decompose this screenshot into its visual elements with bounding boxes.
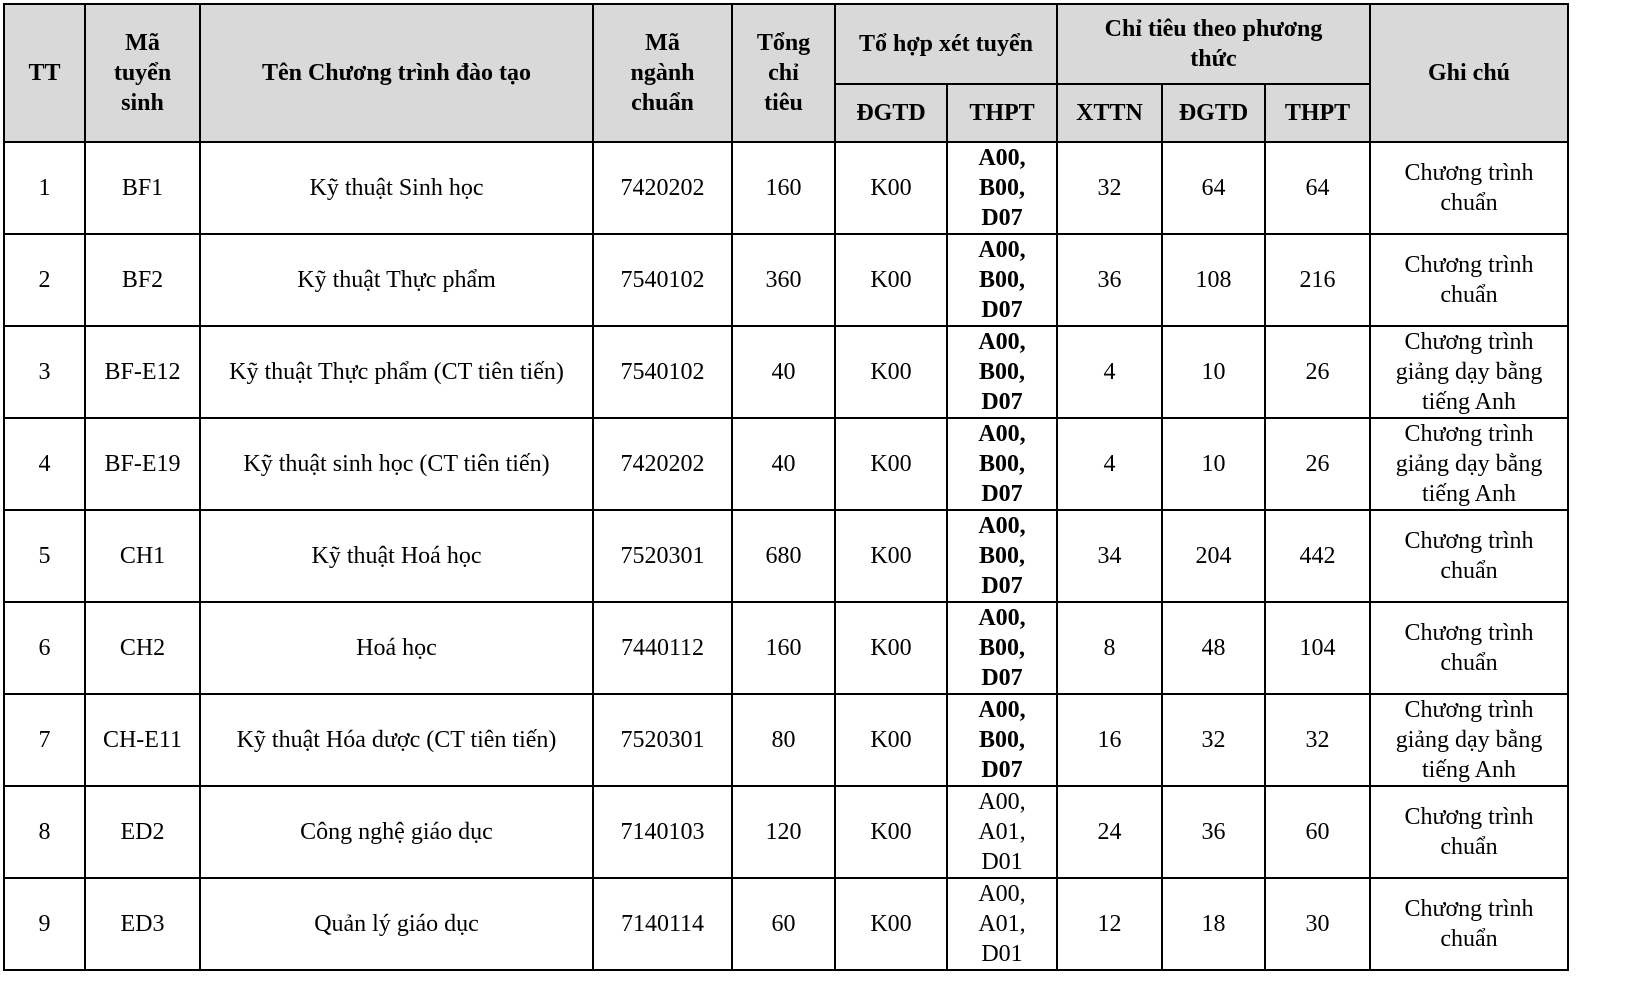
cell-ct-thpt: 32: [1265, 694, 1370, 786]
header-ma-nganh: Mã ngành chuẩn: [593, 4, 732, 142]
cell-ct-xttn: 12: [1057, 878, 1162, 970]
table-body: [4, 142, 1568, 970]
admission-quota-table: [3, 3, 1569, 971]
cell-ten-chuong-trinh: Kỹ thuật Thực phẩm: [200, 234, 593, 326]
cell-to-hop-dgtd: K00: [835, 234, 947, 326]
cell-ten-chuong-trinh: Công nghệ giáo dục: [200, 786, 593, 878]
header-tt: TT: [4, 4, 85, 142]
cell-tong-chi-tieu: 160: [732, 142, 835, 234]
header-ct-dgtd: ĐGTD: [1162, 84, 1265, 142]
cell-ma-tuyen-sinh: CH-E11: [85, 694, 200, 786]
cell-tong-chi-tieu: 160: [732, 602, 835, 694]
cell-ct-thpt: 64: [1265, 142, 1370, 234]
header-to-hop: Tổ hợp xét tuyển: [835, 4, 1057, 84]
cell-ten-chuong-trinh: Kỹ thuật Hóa dược (CT tiên tiến): [200, 694, 593, 786]
cell-tong-chi-tieu: 680: [732, 510, 835, 602]
cell-ct-thpt: 30: [1265, 878, 1370, 970]
cell-ma-nganh: 7440112: [593, 602, 732, 694]
cell-tong-chi-tieu: 40: [732, 326, 835, 418]
cell-ct-xttn: 4: [1057, 418, 1162, 510]
cell-to-hop-dgtd: K00: [835, 602, 947, 694]
cell-tt: 2: [4, 234, 85, 326]
header-ct-xttn: XTTN: [1057, 84, 1162, 142]
cell-tong-chi-tieu: 120: [732, 786, 835, 878]
cell-tt: 8: [4, 786, 85, 878]
cell-ghi-chu: Chương trình chuẩn: [1370, 786, 1568, 878]
cell-to-hop-thpt: A00, B00, D07: [947, 418, 1057, 510]
cell-ct-dgtd: 32: [1162, 694, 1265, 786]
cell-to-hop-dgtd: K00: [835, 694, 947, 786]
cell-ct-dgtd: 64: [1162, 142, 1265, 234]
cell-ct-xttn: 8: [1057, 602, 1162, 694]
table-row: [4, 418, 1568, 510]
cell-tong-chi-tieu: 360: [732, 234, 835, 326]
table-row: [4, 234, 1568, 326]
cell-ct-xttn: 24: [1057, 786, 1162, 878]
cell-to-hop-dgtd: K00: [835, 510, 947, 602]
cell-tt: 7: [4, 694, 85, 786]
cell-to-hop-thpt: A00, B00, D07: [947, 326, 1057, 418]
cell-ghi-chu: Chương trình chuẩn: [1370, 234, 1568, 326]
header-chi-tieu-phuong-thuc: Chỉ tiêu theo phương thức: [1057, 4, 1370, 84]
cell-ct-dgtd: 204: [1162, 510, 1265, 602]
header-to-hop-thpt: THPT: [947, 84, 1057, 142]
header-ghi-chu: Ghi chú: [1370, 4, 1568, 142]
table-header: [4, 4, 1568, 142]
cell-ma-tuyen-sinh: CH2: [85, 602, 200, 694]
cell-ct-thpt: 442: [1265, 510, 1370, 602]
table-row: [4, 326, 1568, 418]
cell-ten-chuong-trinh: Kỹ thuật Sinh học: [200, 142, 593, 234]
cell-ct-dgtd: 10: [1162, 418, 1265, 510]
header-tong-chi-tieu: Tổng chỉ tiêu: [732, 4, 835, 142]
cell-tt: 1: [4, 142, 85, 234]
table-row: [4, 602, 1568, 694]
cell-tong-chi-tieu: 40: [732, 418, 835, 510]
cell-tong-chi-tieu: 80: [732, 694, 835, 786]
cell-ma-nganh: 7540102: [593, 234, 732, 326]
cell-ghi-chu: Chương trình giảng dạy bằng tiếng Anh: [1370, 694, 1568, 786]
cell-ma-nganh: 7520301: [593, 510, 732, 602]
table-row: [4, 142, 1568, 234]
cell-ma-nganh: 7140114: [593, 878, 732, 970]
cell-tt: 5: [4, 510, 85, 602]
cell-ten-chuong-trinh: Kỹ thuật sinh học (CT tiên tiến): [200, 418, 593, 510]
cell-ghi-chu: Chương trình chuẩn: [1370, 602, 1568, 694]
cell-ct-dgtd: 108: [1162, 234, 1265, 326]
cell-ct-xttn: 34: [1057, 510, 1162, 602]
cell-ct-dgtd: 36: [1162, 786, 1265, 878]
cell-to-hop-thpt: A00, A01, D01: [947, 878, 1057, 970]
cell-ten-chuong-trinh: Hoá học: [200, 602, 593, 694]
cell-ct-dgtd: 10: [1162, 326, 1265, 418]
cell-ma-tuyen-sinh: CH1: [85, 510, 200, 602]
cell-ghi-chu: Chương trình giảng dạy bằng tiếng Anh: [1370, 418, 1568, 510]
cell-tt: 6: [4, 602, 85, 694]
table-row: [4, 878, 1568, 970]
cell-to-hop-thpt: A00, B00, D07: [947, 510, 1057, 602]
cell-ct-thpt: 216: [1265, 234, 1370, 326]
cell-ma-nganh: 7540102: [593, 326, 732, 418]
table-row: [4, 694, 1568, 786]
cell-tt: 4: [4, 418, 85, 510]
cell-ct-dgtd: 48: [1162, 602, 1265, 694]
cell-to-hop-dgtd: K00: [835, 418, 947, 510]
cell-ct-xttn: 36: [1057, 234, 1162, 326]
cell-ten-chuong-trinh: Kỹ thuật Thực phẩm (CT tiên tiến): [200, 326, 593, 418]
cell-ghi-chu: Chương trình chuẩn: [1370, 878, 1568, 970]
cell-ma-tuyen-sinh: BF-E12: [85, 326, 200, 418]
cell-ghi-chu: Chương trình giảng dạy bằng tiếng Anh: [1370, 326, 1568, 418]
cell-ma-tuyen-sinh: ED2: [85, 786, 200, 878]
cell-ma-tuyen-sinh: BF2: [85, 234, 200, 326]
cell-tt: 3: [4, 326, 85, 418]
cell-ct-thpt: 26: [1265, 418, 1370, 510]
cell-ct-thpt: 26: [1265, 326, 1370, 418]
cell-tt: 9: [4, 878, 85, 970]
cell-ten-chuong-trinh: Kỹ thuật Hoá học: [200, 510, 593, 602]
cell-ct-xttn: 32: [1057, 142, 1162, 234]
cell-ma-nganh: 7140103: [593, 786, 732, 878]
cell-ghi-chu: Chương trình chuẩn: [1370, 510, 1568, 602]
cell-ct-xttn: 4: [1057, 326, 1162, 418]
header-ma-tuyen-sinh: Mã tuyển sinh: [85, 4, 200, 142]
cell-ct-thpt: 104: [1265, 602, 1370, 694]
cell-to-hop-thpt: A00, B00, D07: [947, 142, 1057, 234]
cell-to-hop-thpt: A00, B00, D07: [947, 602, 1057, 694]
table-row: [4, 510, 1568, 602]
cell-ma-tuyen-sinh: BF1: [85, 142, 200, 234]
cell-to-hop-thpt: A00, B00, D07: [947, 234, 1057, 326]
cell-tong-chi-tieu: 60: [732, 878, 835, 970]
cell-to-hop-thpt: A00, B00, D07: [947, 694, 1057, 786]
cell-to-hop-dgtd: K00: [835, 142, 947, 234]
cell-to-hop-dgtd: K00: [835, 326, 947, 418]
cell-ct-thpt: 60: [1265, 786, 1370, 878]
cell-ma-nganh: 7420202: [593, 418, 732, 510]
cell-ma-tuyen-sinh: ED3: [85, 878, 200, 970]
table-row: [4, 786, 1568, 878]
cell-ma-tuyen-sinh: BF-E19: [85, 418, 200, 510]
cell-to-hop-dgtd: K00: [835, 786, 947, 878]
cell-to-hop-thpt: A00, A01, D01: [947, 786, 1057, 878]
cell-ten-chuong-trinh: Quản lý giáo dục: [200, 878, 593, 970]
cell-ct-xttn: 16: [1057, 694, 1162, 786]
cell-ma-nganh: 7420202: [593, 142, 732, 234]
cell-ma-nganh: 7520301: [593, 694, 732, 786]
header-ct-thpt: THPT: [1265, 84, 1370, 142]
header-ten-chuong-trinh: Tên Chương trình đào tạo: [200, 4, 593, 142]
cell-to-hop-dgtd: K00: [835, 878, 947, 970]
cell-ghi-chu: Chương trình chuẩn: [1370, 142, 1568, 234]
header-to-hop-dgtd: ĐGTD: [835, 84, 947, 142]
cell-ct-dgtd: 18: [1162, 878, 1265, 970]
